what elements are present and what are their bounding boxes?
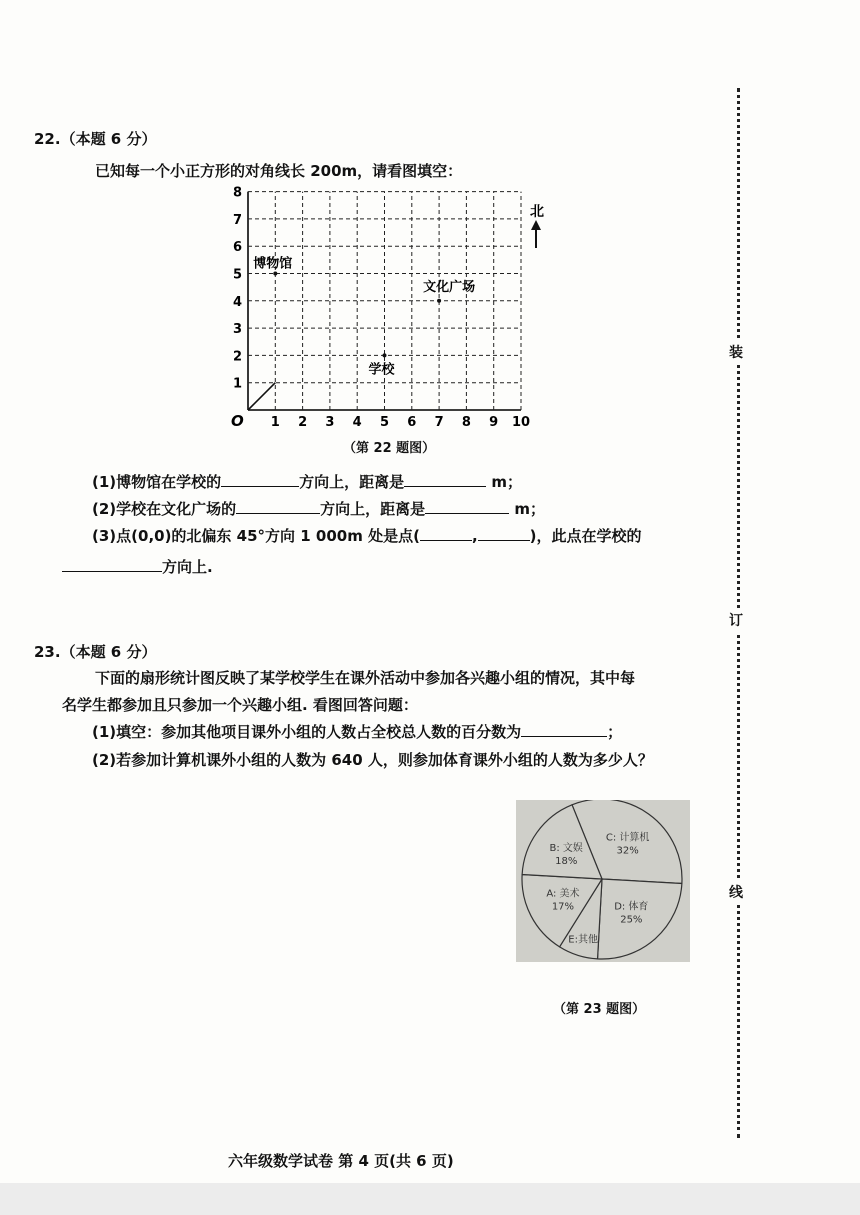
answer-blank-3x[interactable] (420, 526, 472, 541)
q22-item3-cont: 方向上. (62, 556, 213, 577)
point-label: 博物馆 (253, 256, 293, 272)
q23-item1: (1)填空：参加其他项目课外小组的人数占全校总人数的百分数为 ； (92, 723, 623, 741)
scan-edge (0, 1183, 860, 1215)
y-tick-label: 5 (232, 267, 242, 283)
answer-blank-2b[interactable] (425, 499, 509, 514)
pie-slice-label: 18% (555, 855, 578, 867)
y-tick-label: 8 (232, 186, 242, 201)
point-marker (273, 272, 277, 276)
answer-blank-3y[interactable] (478, 526, 530, 541)
north-arrow-icon (530, 204, 544, 248)
pie-slice-label: 17% (551, 901, 575, 913)
q22-intro: 已知每一个小正方形的对角线长 200m，请看图填空： (95, 162, 463, 180)
x-tick-label: 10 (511, 415, 531, 430)
answer-blank-2a[interactable] (236, 499, 320, 514)
x-tick-label: 4 (352, 415, 362, 430)
answer-blank-q23-1[interactable] (521, 722, 607, 737)
x-tick-label: 3 (325, 415, 335, 430)
answer-blank-1b[interactable] (404, 472, 486, 487)
pie-slice-label: D: 体育 (614, 901, 649, 913)
answer-blank-3dir[interactable] (62, 557, 162, 572)
point-label: 文化广场 (423, 279, 476, 295)
page-footer: 六年级数学试卷 第 4 页(共 6 页) (228, 1152, 454, 1170)
point-label: 学校 (368, 362, 395, 378)
pie-slice-label: E:其他 (568, 934, 598, 946)
y-tick-label: 4 (232, 294, 242, 310)
north-label: 北 (530, 204, 544, 220)
y-tick-label: 2 (232, 349, 242, 365)
q23-intro-line2: 名学生都参加且只参加一个兴趣小组. 看图回答问题： (62, 696, 418, 714)
q22-grid-figure (222, 186, 552, 431)
q22-caption: （第 22 题图） (343, 441, 436, 456)
point-marker (383, 353, 387, 357)
answer-blank-1a[interactable] (221, 472, 299, 487)
q23-item2: (2)若参加计算机课外小组的人数为 640 人，则参加体育课外小组的人数为多少人？ (92, 751, 653, 769)
y-tick-label: 1 (232, 376, 242, 392)
q22-item2: (2)学校在文化广场的 方向上，距离是 m； (92, 500, 546, 518)
point-marker (437, 299, 441, 303)
q23-intro-line1: 下面的扇形统计图反映了某学校学生在课外活动中参加各兴趣小组的情况，其中每 (95, 669, 636, 687)
origin-label: O (231, 412, 244, 430)
binding-char-ding: 订 (729, 608, 743, 632)
grid-tick-labels (233, 186, 530, 430)
y-tick-label: 3 (232, 322, 242, 338)
x-tick-label: 5 (379, 415, 390, 430)
binding-char-xian: 线 (729, 880, 743, 904)
unit-diagonal (248, 383, 275, 410)
x-tick-label: 7 (434, 415, 444, 430)
pie-slice-label: C: 计算机 (605, 832, 650, 844)
binding-char-zhuang: 装 (729, 340, 743, 364)
x-tick-label: 9 (489, 415, 499, 430)
x-tick-label: 1 (270, 415, 280, 430)
pie-slice-label: A: 美术 (546, 888, 580, 900)
q22-item1: (1)博物馆在学校的 方向上，距离是 m； (92, 473, 523, 491)
x-tick-label: 8 (461, 415, 471, 430)
pie-slice-label: 32% (616, 845, 639, 857)
pie-slice-label: B: 文娱 (549, 842, 583, 854)
q22-header: 22.（本题 6 分） (34, 130, 157, 148)
q23-caption: （第 23 题图） (553, 1002, 646, 1017)
pie-chart-photo (516, 800, 690, 962)
y-tick-label: 6 (232, 240, 242, 256)
pie-chart (516, 800, 690, 962)
y-tick-label: 7 (232, 212, 242, 228)
q22-item3: (3)点(0,0)的北偏东 45°方向 1 000m 处是点( , )，此点在学校的 (92, 527, 642, 545)
pie-slice-label: 25% (620, 914, 643, 926)
x-tick-label: 6 (407, 415, 417, 430)
x-tick-label: 2 (298, 415, 308, 430)
q23-header: 23.（本题 6 分） (34, 643, 157, 661)
